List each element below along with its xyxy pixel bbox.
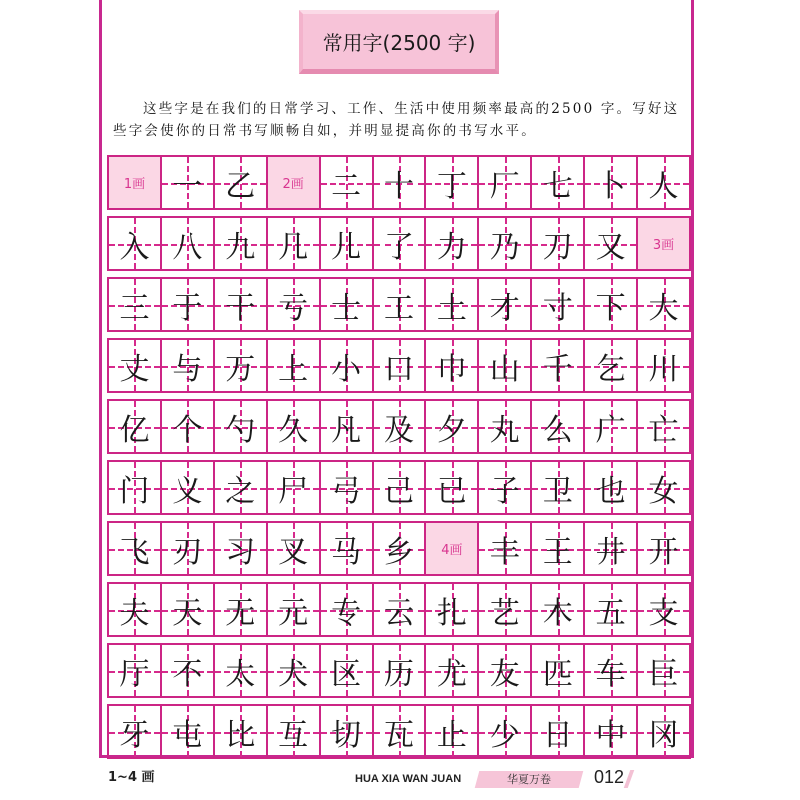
character-cell: [532, 645, 585, 696]
stroke-count-label-cell: [268, 157, 321, 208]
character: 久: [278, 412, 309, 448]
character: 巾: [436, 351, 467, 387]
character-cell: [638, 340, 689, 391]
footer-tag-text: 华夏万卷: [507, 773, 551, 786]
character: 乞: [595, 351, 626, 387]
character-cell: [426, 157, 479, 208]
character-cell: [532, 706, 585, 757]
character-cell: [374, 523, 427, 574]
character: 人: [648, 168, 679, 204]
character: 小: [331, 351, 362, 387]
character-cell: [374, 218, 427, 269]
character-cell: [162, 401, 215, 452]
character: 义: [172, 473, 203, 509]
character-cell: [321, 706, 374, 757]
character: 万: [225, 351, 256, 387]
character-cell: [215, 645, 268, 696]
character-cell: [532, 218, 585, 269]
character: 千: [542, 351, 573, 387]
page-title-text: 常用字(2500 字): [322, 31, 476, 55]
character: 匹: [542, 656, 573, 692]
intro-text: 这些字是在我们的日常学习、工作、生活中使用频率最高的2500 字。写好这些字会使你的日常书写顺畅自如，并明显提高你的书写水平。: [113, 101, 680, 139]
character-cell: [426, 279, 479, 330]
character-cell: [585, 706, 638, 757]
character: 儿: [331, 229, 362, 265]
character-cell: [532, 279, 585, 330]
character-cell: [638, 706, 689, 757]
character-cell: [215, 279, 268, 330]
character-cell: [585, 523, 638, 574]
character: 卜: [595, 168, 626, 204]
grid-row: [107, 643, 691, 698]
character: 又: [595, 229, 626, 265]
character-cell: [479, 401, 532, 452]
character: 习: [225, 534, 256, 570]
character-cell: [532, 401, 585, 452]
stroke-count-label-cell: [109, 157, 162, 208]
character: 止: [436, 717, 467, 753]
character: 了: [383, 229, 414, 265]
character: 子: [489, 473, 520, 509]
character-cell: [532, 157, 585, 208]
character-cell: [479, 706, 532, 757]
character-cell: [321, 645, 374, 696]
character-cell: [585, 401, 638, 452]
character-cell: [374, 401, 427, 452]
character-cell: [374, 279, 427, 330]
character: 凡: [331, 412, 362, 448]
character-cell: [109, 462, 162, 513]
character-cell: [426, 462, 479, 513]
page-title: [299, 10, 499, 74]
character: 刀: [542, 229, 573, 265]
character-cell: [268, 462, 321, 513]
character-cell: [215, 462, 268, 513]
character: 士: [331, 290, 362, 326]
stroke-count-label: 2画: [282, 177, 304, 192]
character: 互: [278, 717, 309, 753]
character: 中: [595, 717, 626, 753]
character-cell: [268, 218, 321, 269]
character-cell: [426, 401, 479, 452]
character-cell: [215, 340, 268, 391]
character-cell: [162, 157, 215, 208]
character-cell: [479, 523, 532, 574]
character-grid: [107, 155, 691, 765]
character-cell: [321, 523, 374, 574]
character: 八: [172, 229, 203, 265]
character: 刃: [172, 534, 203, 570]
grid-row: [107, 277, 691, 332]
character-cell: [162, 584, 215, 635]
character-cell: [109, 218, 162, 269]
character-cell: [585, 218, 638, 269]
character-cell: [374, 706, 427, 757]
character: 切: [331, 717, 362, 753]
character-cell: [585, 157, 638, 208]
character: 弓: [331, 473, 362, 509]
character: 太: [225, 656, 256, 692]
character: 寸: [542, 290, 573, 326]
character: 丈: [119, 351, 150, 387]
character-cell: [638, 157, 689, 208]
character: 勺: [225, 412, 256, 448]
character-cell: [479, 218, 532, 269]
character-cell: [268, 401, 321, 452]
character: 卫: [542, 473, 573, 509]
character-cell: [215, 584, 268, 635]
character-cell: [479, 645, 532, 696]
character: 屯: [172, 717, 203, 753]
character: 亏: [278, 290, 309, 326]
character-cell: [426, 340, 479, 391]
character: 土: [436, 290, 467, 326]
character: 支: [648, 595, 679, 631]
character: 不: [172, 656, 203, 692]
character-cell: [638, 584, 689, 635]
character-cell: [532, 523, 585, 574]
character: 冈: [648, 717, 679, 753]
character-cell: [374, 157, 427, 208]
character: 下: [595, 290, 626, 326]
character-cell: [109, 340, 162, 391]
character: 区: [331, 656, 362, 692]
character-cell: [532, 340, 585, 391]
character: 丰: [489, 534, 520, 570]
character-cell: [585, 645, 638, 696]
character: 木: [542, 595, 573, 631]
character-cell: [426, 584, 479, 635]
character: 几: [278, 229, 309, 265]
character: 女: [648, 473, 679, 509]
character: 历: [383, 656, 414, 692]
character-cell: [109, 706, 162, 757]
character-cell: [374, 584, 427, 635]
character-cell: [638, 462, 689, 513]
character: 友: [489, 656, 520, 692]
character: 瓦: [383, 717, 414, 753]
character: 七: [542, 168, 573, 204]
character: 力: [436, 229, 467, 265]
character-cell: [638, 645, 689, 696]
character: 云: [383, 595, 414, 631]
character-cell: [268, 645, 321, 696]
character-cell: [321, 401, 374, 452]
character-cell: [321, 340, 374, 391]
character: 门: [119, 473, 150, 509]
character: 五: [595, 595, 626, 631]
character: 元: [278, 595, 309, 631]
character-cell: [374, 462, 427, 513]
character: 厅: [119, 656, 150, 692]
character: 巨: [648, 656, 679, 692]
character: 牙: [119, 717, 150, 753]
character: 入: [119, 229, 150, 265]
grid-row: [107, 521, 691, 576]
stroke-count-label: 3画: [652, 238, 675, 253]
character: 比: [225, 717, 256, 753]
character-cell: [479, 462, 532, 513]
character: 及: [383, 412, 414, 448]
character-cell: [162, 218, 215, 269]
character-cell: [162, 340, 215, 391]
character: 马: [331, 534, 362, 570]
character: 扎: [436, 595, 467, 631]
character: 广: [595, 412, 626, 448]
character-cell: [268, 706, 321, 757]
character: 川: [648, 351, 679, 387]
page-number: 012: [594, 767, 625, 787]
decorative-slash: [624, 770, 635, 788]
character-cell: [109, 279, 162, 330]
grid-row: [107, 399, 691, 454]
character: 夫: [119, 595, 150, 631]
character: 车: [595, 656, 626, 692]
character: 之: [225, 473, 256, 509]
character: 大: [648, 290, 679, 326]
character: 么: [542, 412, 573, 448]
character-cell: [162, 706, 215, 757]
character: 丸: [489, 412, 520, 448]
character: 三: [119, 290, 150, 326]
character-cell: [585, 584, 638, 635]
grid-row: [107, 704, 691, 759]
stroke-count-label: 1画: [123, 177, 146, 192]
character-cell: [585, 462, 638, 513]
character-cell: [638, 401, 689, 452]
character: 亡: [648, 412, 679, 448]
character-cell: [215, 218, 268, 269]
character: 日: [542, 717, 573, 753]
character: 少: [489, 717, 520, 753]
stroke-count-label-cell: [426, 523, 479, 574]
character-cell: [321, 279, 374, 330]
intro-paragraph: [113, 98, 693, 142]
character: 专: [331, 595, 362, 631]
character-cell: [109, 645, 162, 696]
character: 二: [331, 168, 362, 204]
character-cell: [162, 523, 215, 574]
character: 乡: [383, 534, 414, 570]
character-cell: [268, 340, 321, 391]
character: 与: [172, 351, 203, 387]
character: 丁: [436, 168, 467, 204]
grid-row: [107, 460, 691, 515]
character-cell: [638, 523, 689, 574]
character-cell: [321, 218, 374, 269]
grid-row: [107, 155, 691, 210]
character-cell: [162, 645, 215, 696]
character: 已: [436, 473, 467, 509]
character-cell: [426, 645, 479, 696]
character: 于: [172, 290, 203, 326]
footer-section-label: 1~4 画: [108, 770, 155, 785]
character-cell: [321, 462, 374, 513]
character: 才: [489, 290, 520, 326]
character: 厂: [489, 168, 520, 204]
character: 上: [278, 351, 309, 387]
character-cell: [215, 401, 268, 452]
character: 犬: [278, 656, 309, 692]
character-cell: [532, 462, 585, 513]
character: 艺: [489, 595, 520, 631]
character-cell: [109, 523, 162, 574]
character-cell: [268, 523, 321, 574]
character-cell: [479, 584, 532, 635]
character-cell: [215, 706, 268, 757]
character-cell: [321, 584, 374, 635]
character-cell: [479, 279, 532, 330]
character: 口: [383, 351, 414, 387]
grid-row: [107, 338, 691, 393]
character-cell: [426, 218, 479, 269]
character-cell: [479, 340, 532, 391]
character-cell: [638, 279, 689, 330]
character-cell: [532, 584, 585, 635]
character: 夕: [436, 412, 467, 448]
character: 乃: [489, 229, 520, 265]
character: 亿: [119, 412, 150, 448]
character: 王: [542, 534, 573, 570]
character: 尤: [436, 656, 467, 692]
character: 开: [648, 534, 679, 570]
character: 十: [383, 168, 414, 204]
character: 飞: [119, 534, 150, 570]
character-cell: [585, 279, 638, 330]
character-cell: [162, 462, 215, 513]
character-cell: [268, 279, 321, 330]
character-cell: [426, 706, 479, 757]
character-cell: [479, 157, 532, 208]
character: 天: [172, 595, 203, 631]
character: 干: [225, 290, 256, 326]
character-cell: [215, 523, 268, 574]
character: 山: [489, 351, 520, 387]
character: 无: [225, 595, 256, 631]
grid-row: [107, 582, 691, 637]
grid-row: [107, 216, 691, 271]
character: 尸: [278, 473, 309, 509]
character-cell: [109, 584, 162, 635]
character: 井: [595, 534, 626, 570]
footer-tag: [475, 771, 584, 788]
character: 也: [595, 473, 626, 509]
character-cell: [162, 279, 215, 330]
character-cell: [109, 401, 162, 452]
character-cell: [268, 584, 321, 635]
character-cell: [585, 340, 638, 391]
character: 乙: [225, 168, 256, 204]
character: 九: [225, 229, 256, 265]
character: 己: [383, 473, 414, 509]
character: 一: [172, 168, 203, 204]
character: 叉: [278, 534, 309, 570]
stroke-count-label-cell: [638, 218, 689, 269]
footer-brand: HUA XIA WAN JUAN: [355, 773, 462, 785]
character: 个: [172, 412, 203, 448]
stroke-count-label: 4画: [441, 543, 463, 558]
character-cell: [215, 157, 268, 208]
character-cell: [321, 157, 374, 208]
character: 工: [383, 290, 414, 326]
character-cell: [374, 340, 427, 391]
character-cell: [374, 645, 427, 696]
